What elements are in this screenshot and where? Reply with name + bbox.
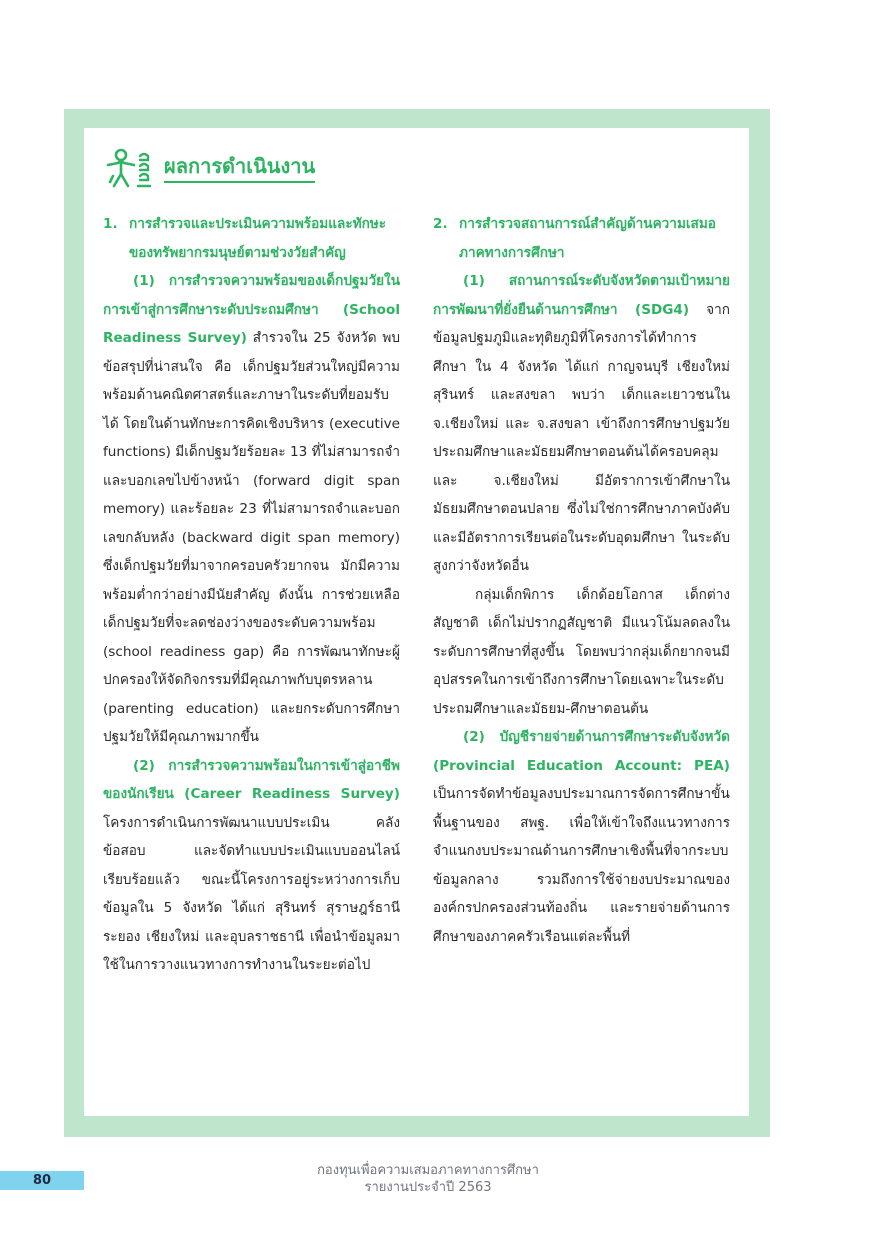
section-1-number: 1. [103,216,118,232]
section-1-title: การสำรวจและประเมินความพร้อมและทักษะของทรัพยากรมนุษย์ตามช่วงวัยสำคัญ [129,216,387,261]
school-readiness-text: สำรวจใน 25 จังหวัด พบข้อสรุปที่น่าสนใจ คือ เด็กปฐมวัยส่วนใหญ่มีความพร้อมด้านคณิตศาสตร์และภาษาในระดับที่ยอมรับได้ โดยในด้านทักษะการคิดเชิงบริหาร (executive functions) มีเด็กปฐมวัยร้อยละ 13 ที่ไม่สามารถจำและบอกเลขไปข้างหน้า (forward digit span memory) และร้อยละ 23 ที่ไม่สามารถจำและบอกเลขกลับหลัง (backward digit span memory) ซึ่งเด็กปฐมวัยที่มาจากครอบครัวยากจน มักมีความพร้อมต่ำกว่าอย่างมีนัยสำคัญ ดังนั้น การช่วยเหลือเด็กปฐมวัยที่จะลดช่องว่างของระดับความพร้อม (school readiness gap) คือ การพัฒนาทักษะผู้ปกครองให้จัดกิจกรรมที่มีคุณภาพกับบุตรหลาน (parenting education) และยกระดับการศึกษาปฐมวัยให้มีคุณภาพมากขึ้น [103,330,401,745]
section-1-heading [103,210,400,267]
section-2-title: การสำรวจสถานการณ์สำคัญด้านความเสมอภาคทางการศึกษา [459,216,716,261]
school-readiness-heading: (1) การสำรวจความพร้อมของเด็กปฐมวัยในการเข้าสู่การศึกษาระดับประถมศึกษา (School Readiness Survey) [103,273,400,346]
section-2-number: 2. [433,216,448,232]
section-2-heading [433,210,730,267]
career-readiness-heading: (2) การสำรวจความพร้อมในการเข้าสู่อาชีพของนักเรียน (Career Readiness Survey) [103,757,400,802]
footer-report-year: รายงานประจำปี 2563 [364,1180,492,1195]
pea-text: เป็นการจัดทำข้อมูลงบประมาณการจัดการศึกษาขั้นพื้นฐานของ สพฐ. เพื่อให้เข้าใจถึงแนวทางการจำแนกงบประมาณด้านการศึกษาเชิงพื้นที่จากระบบข้อมูลกลาง รวมถึงการใช้จ่ายงบประมาณขององค์กรปกครองส่วนท้องถิ่น และรายจ่ายด้านการศึกษาของภาคครัวเรือนแต่ละพื้นที่ [433,786,730,945]
person-bars-icon [104,146,158,190]
paragraph-disadvantaged-groups: กลุ่มเด็กพิการ เด็กด้อยโอกาส เด็กต่างสัญชาติ เด็กไม่ปรากฏสัญชาติ มีแนวโน้มลดลงในระดับการศึกษาที่สูงขึ้น โดยพบว่ากลุ่มเด็กยากจนมีอุปสรรคในการเข้าถึงการศึกษาโดยเฉพาะในระดับประถมศึกษาและมัธยม-ศึกษาตอนต้น [433,586,730,717]
pea-heading: (2) บัญชีรายจ่ายด้านการศึกษาระดับจังหวัด (Provincial Education Account: PEA) [433,729,730,774]
sdg4-text: จากข้อมูลปฐมภูมิและทุติยภูมิที่โครงการได้ทำการศึกษา ใน 4 จังหวัด ได้แก่ กาญจนบุรี เชียงใหม่ สุรินทร์ และสงขลา พบว่า เด็กและเยาวชนใน จ.เชียงใหม่ และ จ.สงขลา เข้าถึงการศึกษาปฐมวัย ประถมศึกษาและมัธยมศึกษาตอนต้นได้ครอบคลุม และ จ.เชียงใหม่ มีอัตราการเข้าศึกษาในมัธยมศึกษาตอนปลาย ซึ่งไม่ใช่การศึกษาภาคบังคับและมีอัตราการเรียนต่อในระดับอุดมศึกษา ในระดับสูงกว่าจังหวัดอื่น [433,301,730,574]
paragraph-career-readiness [103,752,400,980]
paragraph-pea [433,723,730,951]
left-column [103,210,400,980]
right-column [433,210,730,951]
sdg4-heading: (1) สถานการณ์ระดับจังหวัดตามเป้าหมายการพัฒนาที่ยั่งยืนด้านการศึกษา (SDG4) [433,273,730,318]
page-number: 80 [32,1173,52,1188]
section-heading [104,146,315,190]
footer-caption [290,1162,566,1196]
paragraph-sdg4 [433,267,730,581]
footer-organization: กองทุนเพื่อความเสมอภาคทางการศึกษา [317,1163,539,1178]
paragraph-school-readiness [103,267,400,752]
page-title: ผลการดำเนินงาน [164,153,315,183]
career-readiness-text: โครงการดำเนินการพัฒนาแบบประเมิน คลังข้อสอบ และจัดทำแบบประเมินแบบออนไลน์เรียบร้อยแล้ว ขณะนี้โครงการอยู่ระหว่างการเก็บข้อมูลใน 5 จังหวัด ได้แก่ สุรินทร์ สุราษฎร์ธานี ระยอง เชียงใหม่ และอุบลราชธานี เพื่อนำข้อมูลมาใช้ในการวางแนวทางการทำงานในระยะต่อไป [103,814,400,973]
